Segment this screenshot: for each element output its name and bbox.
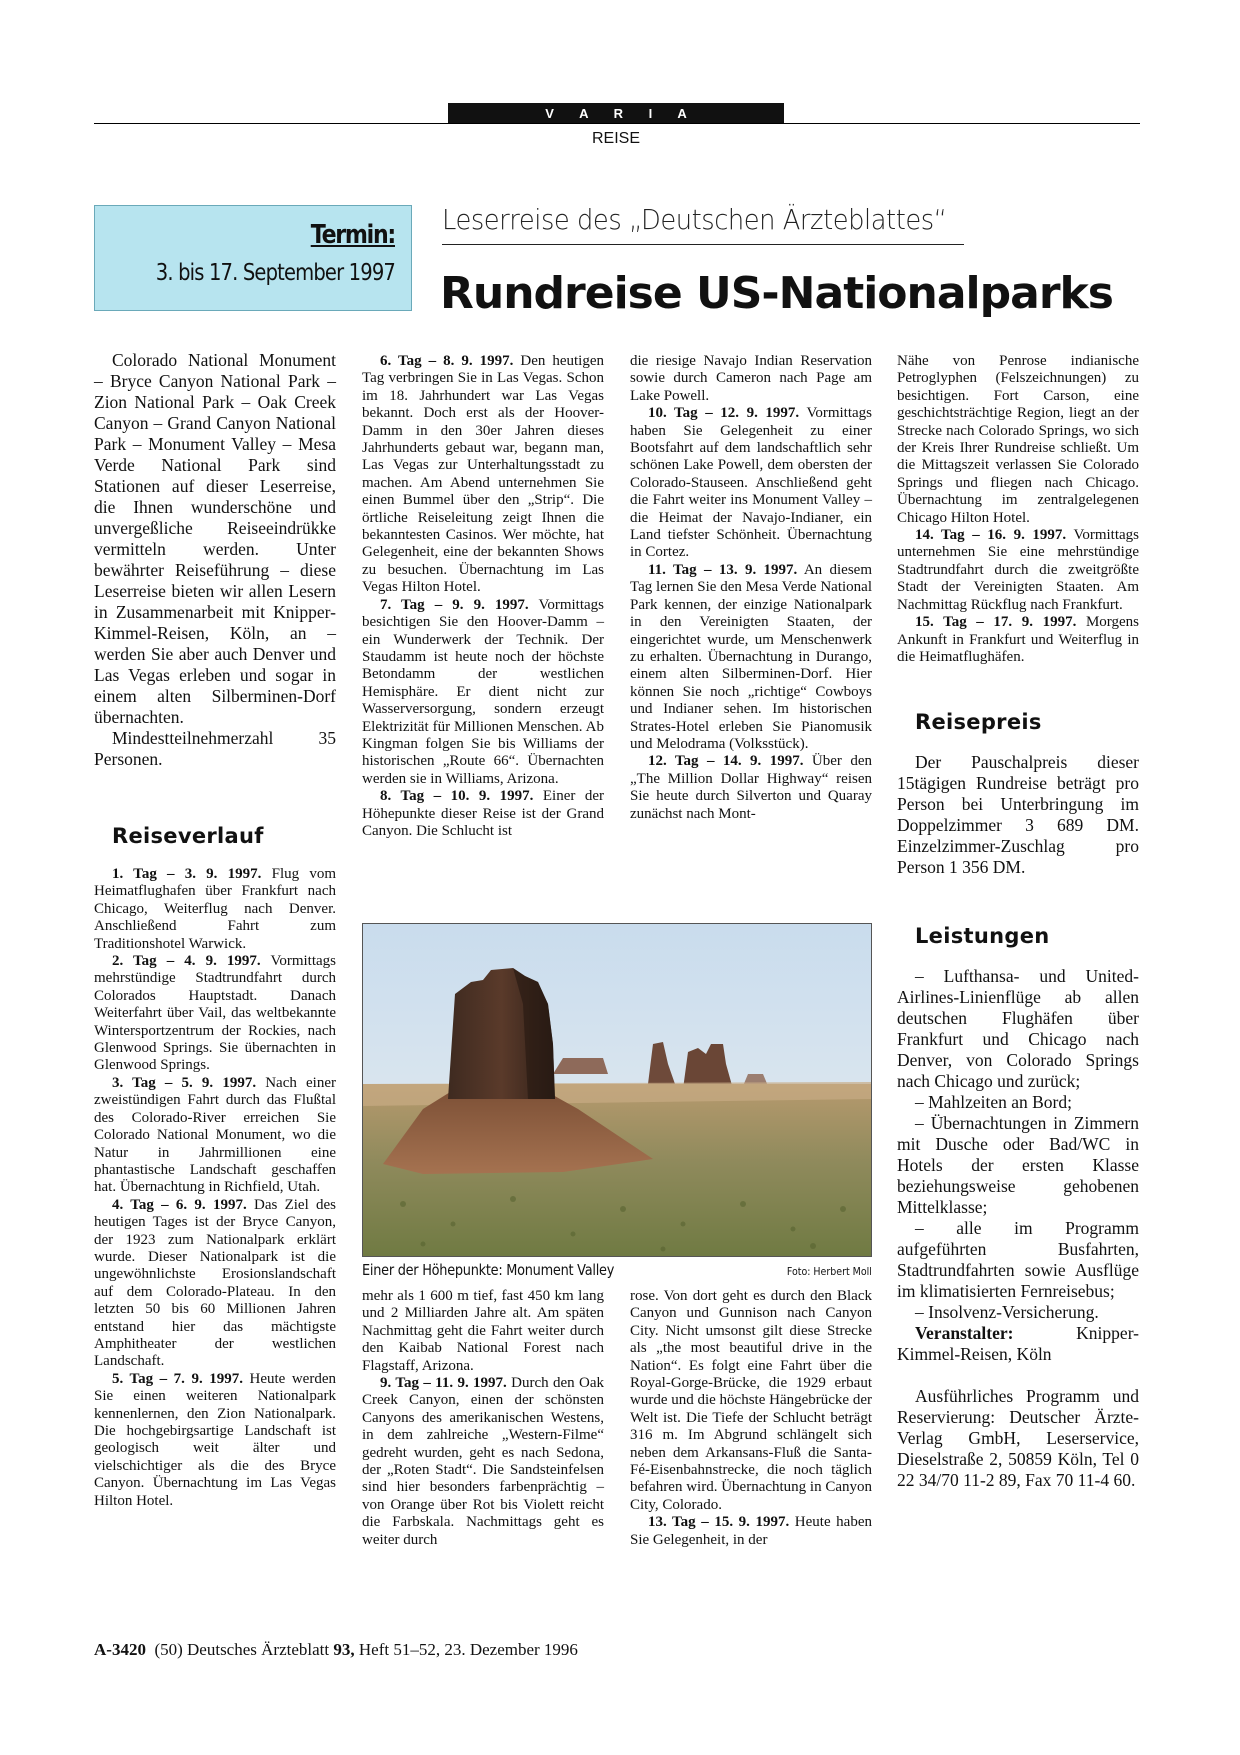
itinerary-day: 3. Tag – 5. 9. 1997. Nach einer zweistündigen Fahrt durch das Flußtal des Colorado-River erreichen Sie Colorado National Monument, wo die Natur in Jahrmillionen eine phantastische Landschaft geschaffen hat. Übernachtung in Richfield, Utah. — [94, 1074, 336, 1196]
column-2-top — [362, 353, 604, 840]
itinerary-day: 7. Tag – 9. 9. 1997. Vormittags besichtigen Sie den Hoover-Damm – ein Wunderwerk der Technik. Der Staudamm ist heute noch der höchste Betondamm der westlichen Hemisphäre. Er dient nicht zur Wasserversorgung, sondern erzeugt Elektrizität für Millionen Menschen. Ab Kingman folgen Sie bis Williams der historischen „Route 66“. Übernachten werden sie in Williams, Arizona. — [362, 596, 605, 787]
leistung-item: – alle im Programm aufgeführten Busfahrten, Stadtrundfahrten sowie Ausflüge im klimatisierten Fernreisebus; — [897, 1218, 1139, 1302]
leistungen-list — [897, 966, 1139, 1491]
section-label: V A R I A — [545, 105, 698, 121]
photo-credit: Foto: Herbert Moll — [786, 1265, 872, 1278]
page-number: A-3420 — [94, 1640, 146, 1659]
reisepreis-heading: Reisepreis — [915, 710, 1042, 735]
itinerary-day: 12. Tag – 14. 9. 1997. Über den „The Million Dollar Highway“ reisen Sie heute durch Silverton und Quaray zunächst nach Mont- — [630, 753, 872, 822]
leistung-item: – Lufthansa- und United-Airlines-Linienflüge ab allen deutschen Flughäfen über Frankfurt und Chicago nach Denver, von Colorado Springs nach Chicago und zurück; — [897, 966, 1139, 1092]
footer-volume: 93, — [333, 1640, 355, 1659]
itinerary-continuation: mehr als 1 600 m tief, fast 450 km lang und 2 Milliarden Jahre alt. Am späten Nachmittag geht die Fahrt weiter durch den Kaibab National Forest nach Flagstaff, Arizona. — [362, 1288, 604, 1374]
itinerary-day: 4. Tag – 6. 9. 1997. Das Ziel des heutigen Tages ist der Bryce Canyon, der 1923 zum Nationalpark erklärt wurde. Dieser Nationalpark ist die ungewöhnlichste Erosionslandschaft auf dem Colorado-Plateau. In den letzten 50 bis 60 Millionen Jahren entstand hier das mächtigste Amphitheater der westlichen Landschaft. — [94, 1196, 337, 1370]
itinerary-day: 10. Tag – 12. 9. 1997. Vormittags haben Sie Gelegenheit zu einer Bootsfahrt auf dem landschaftlich sehr schönen Lake Powell, dem obersten der Colorado-Stauseen. Anschließend geht die Fahrt weiter ins Monument Valley – die Heimat der Navajo-Indianer, ein Land tiefster Schönheit. Übernachtung in Cortez. — [630, 405, 873, 561]
column-2-bottom — [362, 1288, 604, 1549]
reisepreis-block — [897, 752, 1139, 878]
footer-publication: (50) Deutsches Ärzteblatt — [145, 1640, 334, 1659]
caption-text: Einer der Höhepunkte: Monument Valley — [362, 1261, 615, 1279]
kicker — [442, 203, 964, 245]
itinerary-day: 15. Tag – 17. 9. 1997. Morgens Ankunft in Frankfurt und Weiterflug in die Heimatflughäfen. — [897, 614, 1139, 665]
termin-box — [94, 205, 412, 311]
intro-paragraph: Mindestteilnehmerzahl 35 Personen. — [94, 728, 336, 769]
termin-label: Termin: — [310, 220, 395, 250]
itinerary-day: 13. Tag – 15. 9. 1997. Heute haben Sie Gelegenheit, in der — [630, 1514, 872, 1548]
reisepreis-text: Der Pauschalpreis dieser 15tägigen Rundreise beträgt pro Person bei Unterbringung im Doppelzimmer 3 689 DM. Einzelzimmer-Zuschlag pro Person 1 356 DM. — [897, 752, 1139, 878]
photo-illustration — [363, 924, 872, 1257]
header-rule — [94, 123, 1140, 124]
monument-valley-photo — [362, 923, 872, 1257]
column-3-bottom — [630, 1288, 872, 1549]
headline: Rundreise US-Nationalparks — [440, 268, 1113, 319]
intro-paragraph: Colorado National Monument – Bryce Canyon National Park – Zion National Park – Oak Creek Canyon – Grand Canyon National Park – Monument Valley – Mesa Verde National Park sind Stationen auf dieser Leserreise, die Ihnen wunderschöne und unvergeßliche Reiseeindrükke vermitteln werden. Unter bewährter Reiseführung – diese Leserreise bieten wir allen Lesern in Zusammenarbeit mit Knipper-Kimmel-Reisen, Köln, an – werden Sie aber auch Denver und Las Vegas erleben und sogar in einem alten Silberminen-Dorf übernachten. — [94, 350, 336, 727]
contact-info: Ausführliches Programm und Reservierung: Deutscher Ärzte-Verlag GmbH, Leserservice, Dieselstraße 2, 50859 Köln, Tel 0 22 34/70 11-2 89, Fax 70 11-4 60. — [897, 1386, 1139, 1491]
kicker-text: Leserreise des „Deutschen Ärzteblattes“ — [442, 203, 947, 236]
page-footer — [94, 1640, 578, 1660]
itinerary-day: 2. Tag – 4. 9. 1997. Vormittags mehrstündige Stadtrundfahrt durch Colorados Hauptstadt. Danach Weiterfahrt über Vail, das weltbekannte Wintersportzentrum der Rockies, nach Glenwood Springs. Sie übernachten in Glenwood Springs. — [94, 953, 337, 1074]
leistung-item: – Übernachtungen in Zimmern mit Dusche oder Bad/WC in Hotels der ersten Klasse beziehungsweise gehobenen Mittelklasse; — [897, 1113, 1139, 1218]
itinerary-day: 8. Tag – 10. 9. 1997. Einer der Höhepunkte dieser Reise ist der Grand Canyon. Die Schlucht ist — [362, 788, 604, 839]
itinerary-continuation: die riesige Navajo Indian Reservation sowie durch Cameron nach Page am Lake Powell. — [630, 353, 872, 404]
column-1 — [94, 350, 336, 1510]
footer-issue: Heft 51–52, 23. Dezember 1996 — [354, 1640, 578, 1659]
intro — [94, 350, 336, 770]
column-3-top — [630, 353, 872, 823]
termin-dates: 3. bis 17. September 1997 — [155, 260, 395, 286]
photo-caption — [362, 1261, 872, 1279]
itinerary-continuation: rose. Von dort geht es durch den Black Canyon und Gunnison nach Canyon City. Nicht umsonst gilt diese Strecke als „the most beautiful drive in the Nation“. Es folgt eine Fahrt über die Royal-Gorge-Brücke, die 1929 erbaut wurde und die höchste Hängebrücke der Welt ist. Die Tiefe der Schlucht beträgt 316 m. Im Abgrund schlängelt sich neben dem Arkansans-Fluß die Santa-Fé-Eisenbahnstrecke, die noch täglich befahren wird. Übernachtung in Canyon City, Colorado. — [630, 1288, 873, 1513]
itinerary-day: 9. Tag – 11. 9. 1997. Durch den Oak Creek Canyon, einen der schönsten Canyons des amerikanischen Westens, in dem zahlreiche „Western-Filme“ gedreht wurden, geht es nach Sedona, der „Roten Stadt“. Die Sandsteinfelsen sind hier besonders farbenprächtig – von Orange über Rot bis Violett reicht die Farbskala. Nachmittags geht es weiter durch — [362, 1375, 604, 1548]
subsection-label: REISE — [591, 130, 640, 147]
itinerary-day: 1. Tag – 3. 9. 1997. Flug vom Heimatflughafen über Frankfurt nach Chicago, Weiterflug nach Denver. Anschließend Fahrt zum Traditionshotel Warwick. — [94, 866, 336, 952]
leistung-item: – Insolvenz-Versicherung. — [915, 1302, 1099, 1323]
reiseverlauf-heading: Reiseverlauf — [112, 824, 264, 848]
itinerary-col1 — [94, 866, 336, 1510]
itinerary-continuation: Nähe von Penrose indianische Petroglyphen (Felszeichnungen) zu besichtigen. Fort Carson, eine geschichtsträchtige Region, liegt an der Strecke nach Colorado Springs, wo sich der Kreis Ihrer Rundreise schließt. Um die Mittagszeit verlassen Sie Colorado Springs und fliegen nach Chicago. Übernachtung im zentralgelegenen Chicago Hilton Hotel. — [897, 353, 1139, 526]
itinerary-day: 11. Tag – 13. 9. 1997. An diesem Tag lernen Sie den Mesa Verde National Park kennen, der einzige Nationalpark in den Vereinigten Staaten, der eingerichtet wurde, um Menschenwerk zu erhalten. Übernachtung in Durango, einem alten Silberminen-Dorf. Hier können Sie noch „richtige“ Cowboys und Indianer sehen. Im historischen Strates-Hotel erleben Sie Pianomusik und Melodrama (Volksstück). — [630, 561, 872, 752]
itinerary-day: 5. Tag – 7. 9. 1997. Heute werden Sie einen weiteren Nationalpark kennenlernen, den Zion Nationalpark. Die hochgebirgsartige Landschaft ist geologisch weit älter und vielschichtiger als die des Bryce Canyon. Übernachtung im Las Vegas Hilton Hotel. — [94, 1370, 336, 1509]
itinerary-day: 6. Tag – 8. 9. 1997. Den heutigen Tag verbringen Sie in Las Vegas. Schon im 18. Jahrhundert war Las Vegas bekannt. Doch erst als der Hoover-Damm in den 30er Jahren dieses Jahrhunderts gebaut war, begann man, Las Vegas zur Unterhaltungsstadt zu machen. Am Abend unternehmen Sie einen Bummel über den „Strip“. Die örtliche Reiseleitung zeigt Ihnen die bekanntesten Casinos. Wer möchte, hat Gelegenheit, eine der bekannten Shows zu besuchen. Übernachtung im Las Vegas Hilton Hotel. — [362, 353, 604, 596]
leistung-item: – Mahlzeiten an Bord; — [915, 1092, 1072, 1113]
itinerary-col4 — [897, 353, 1139, 666]
itinerary-day: 14. Tag – 16. 9. 1997. Vormittags unternehmen Sie eine mehrstündige Stadtrundfahrt durch die zweitgrößte Stadt der Vereinigten Staaten. Am Nachmittag Rückflug nach Frankfurt. — [897, 527, 1140, 613]
section-bar — [448, 103, 784, 123]
veranstalter: Veranstalter: Knipper-Kimmel-Reisen, Köln — [897, 1323, 1139, 1365]
leistungen-heading: Leistungen — [915, 924, 1050, 949]
column-4 — [897, 353, 1139, 1491]
